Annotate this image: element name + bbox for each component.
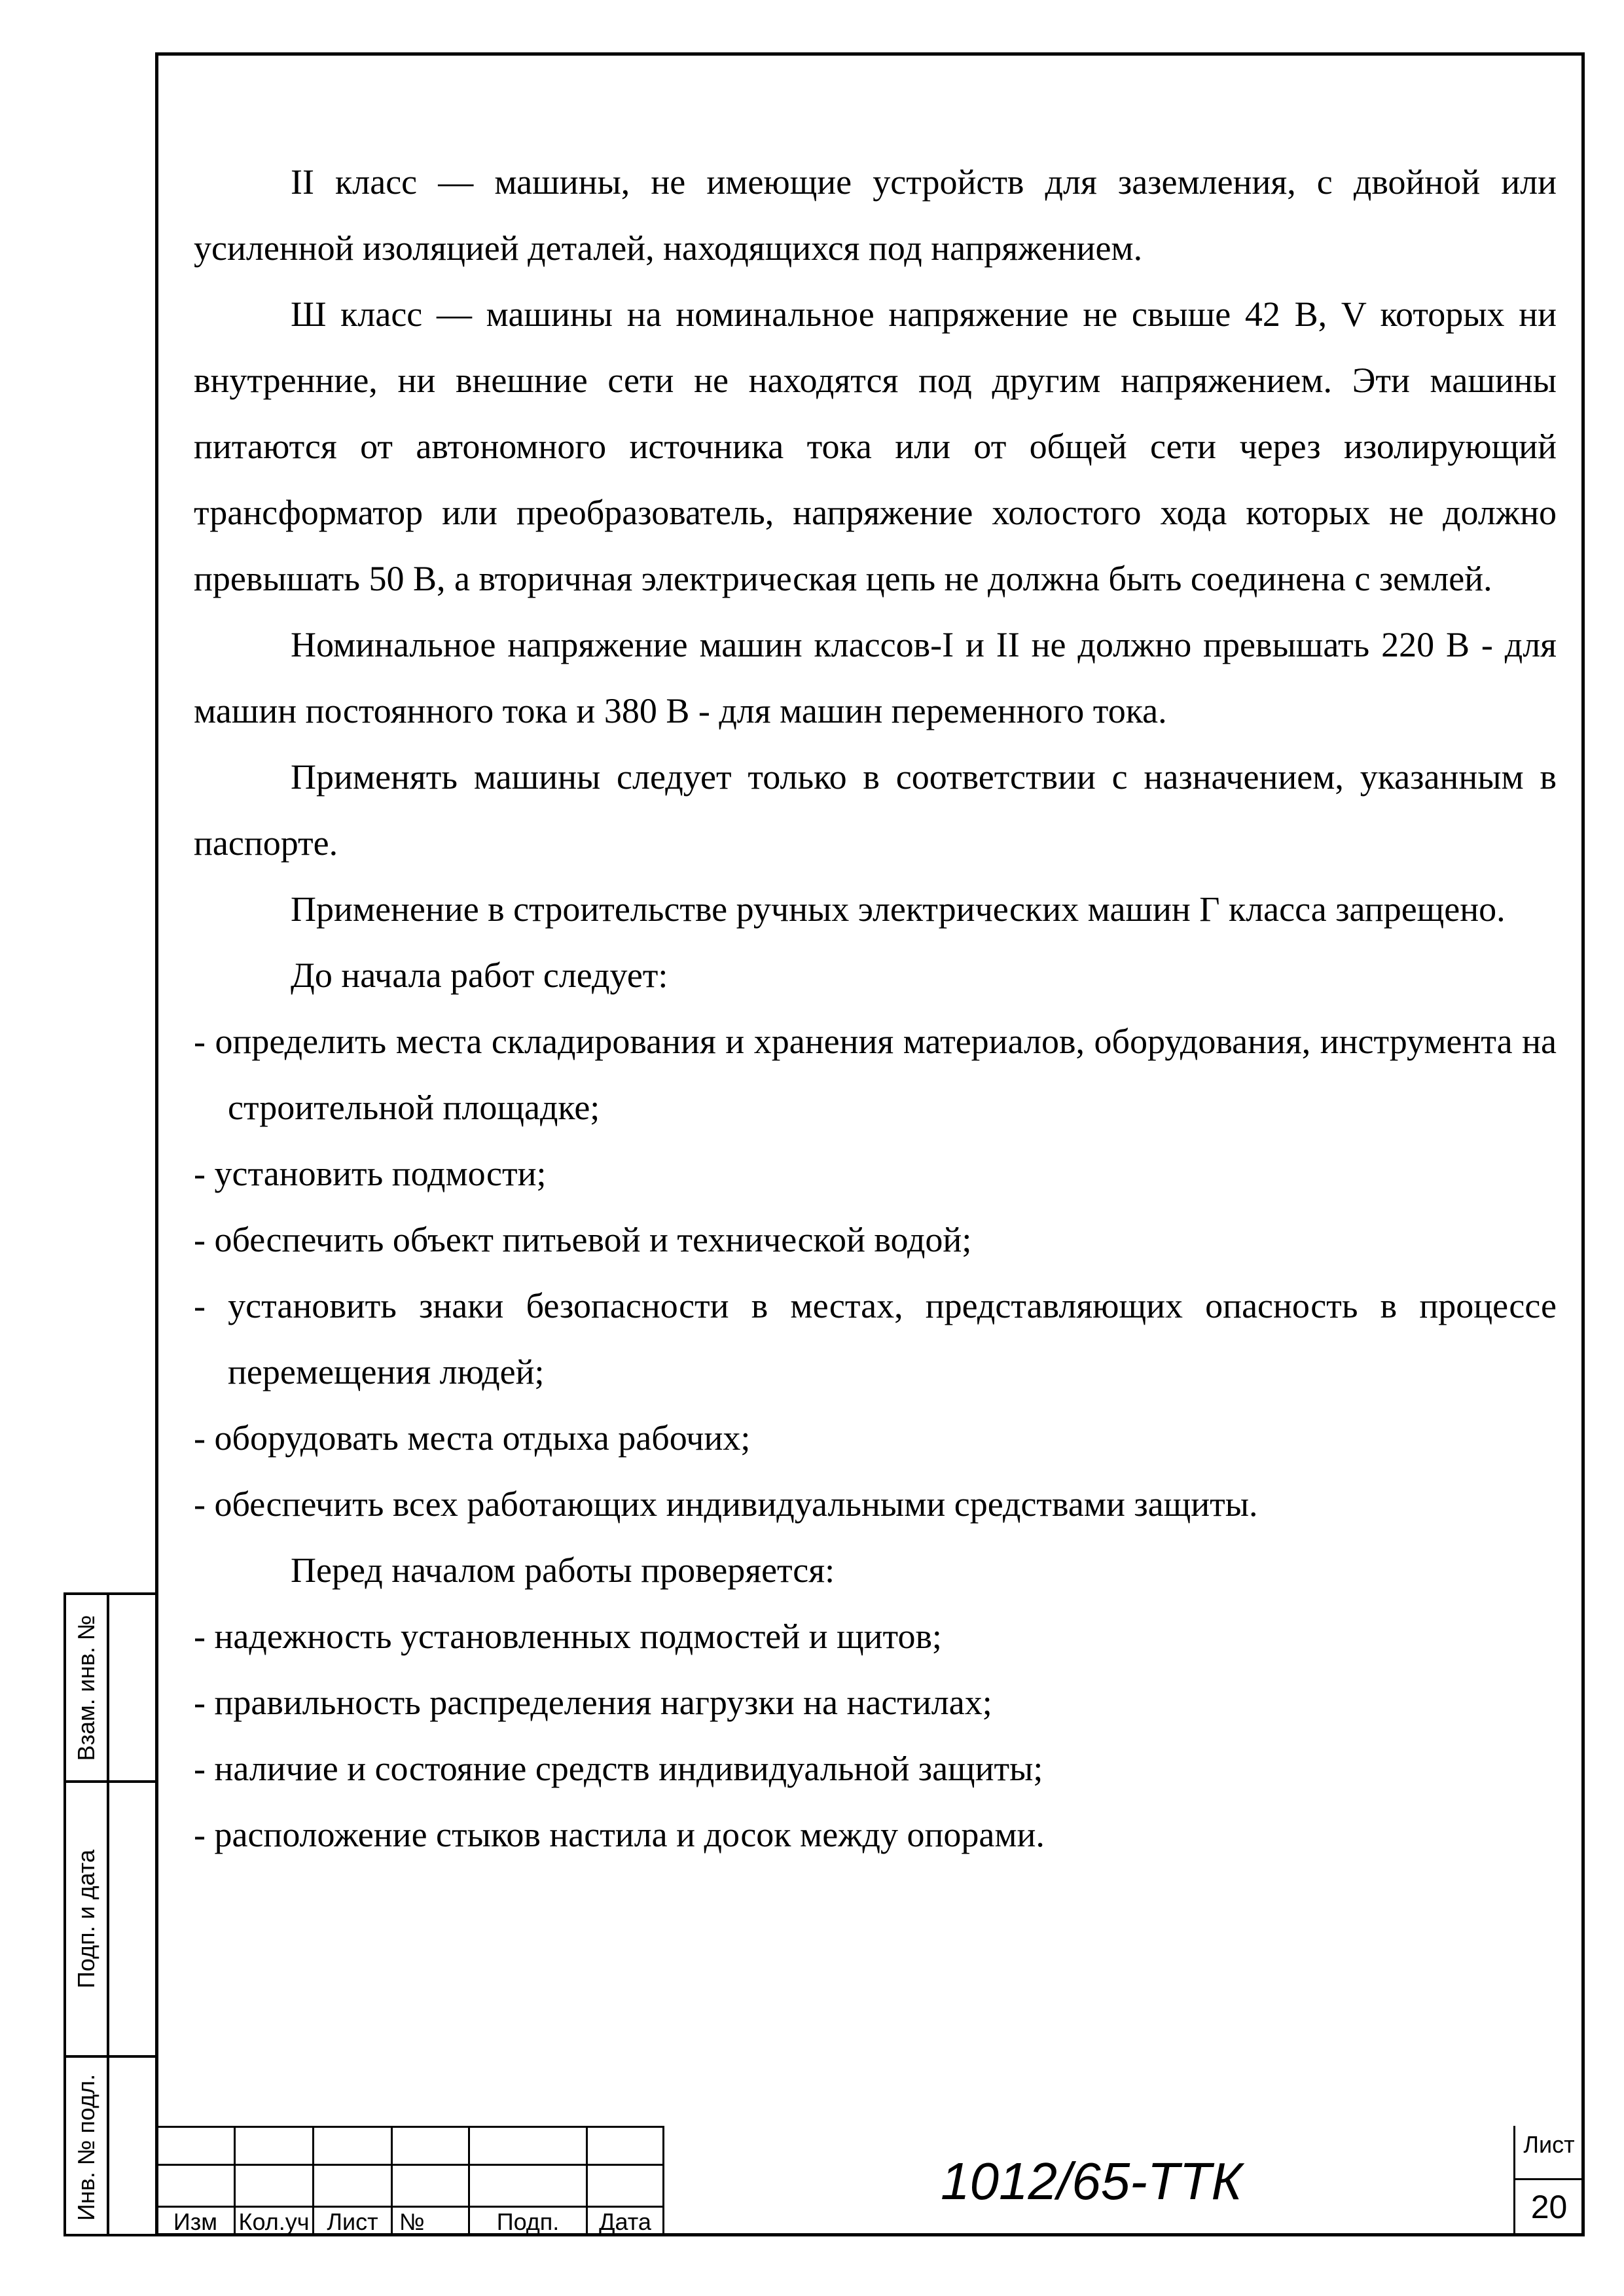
list-item: - определить места складирования и хранения материалов, оборудования, инструмента на строительной площадке;: [194, 1022, 1557, 1127]
document-body: [194, 149, 1557, 1868]
side-label-cell: [66, 1783, 109, 2055]
list-item: - установить знаки безопасности в местах, представляющих опасность в процессе перемещения людей;: [194, 1286, 1557, 1391]
paragraph: Номинальное напряжение машин классов-I и II не должно превышать 220 В - для машин постоянного тока и 380 В - для машин переменного тока.: [194, 625, 1557, 730]
list-item: - обеспечить объект питьевой и технической водой;: [194, 1220, 972, 1259]
inv-podl-label: Инв. № подл.: [73, 2073, 99, 2221]
title-block: [155, 2126, 1585, 2236]
paragraph: Применение в строительстве ручных электрических машин Г класса запрещено.: [291, 889, 1506, 929]
list-item: - установить подмости;: [194, 1154, 547, 1193]
sheet-number: 20: [1530, 2189, 1568, 2225]
list-item: - оборудовать места отдыха рабочих;: [194, 1418, 751, 1458]
col-kol-uch: Кол.уч: [238, 2208, 310, 2235]
paragraph: Ш класс — машины на номинальное напряжение не свыше 42 В, V которых ни внутренние, ни внешние сети не находятся под другим напряжением. Эти машины питаются от автономного источника тока или от общей сети через изолирующий трансформатор или преобразователь, напряжение холостого хода которых не должно превышать 50 В, а вторичная электрическая цепь не должна быть соединена с землей.: [194, 295, 1557, 598]
paragraph: Перед началом работы проверяется:: [291, 1551, 835, 1590]
vzam-inv-label: Взам. инв. №: [73, 1614, 99, 1761]
side-stamp: [63, 1592, 155, 2236]
podp-data-label: Подп. и дата: [73, 1849, 99, 1989]
list-item: - наличие и состояние средств индивидуальной защиты;: [194, 1749, 1043, 1788]
col-number: №: [399, 2208, 425, 2235]
list-item: - надежность установленных подмостей и щитов;: [194, 1617, 942, 1656]
side-label-cell: [66, 2058, 109, 2236]
side-cell-vzam-inv: [66, 1595, 155, 1783]
col-data: Дата: [599, 2208, 651, 2235]
paragraph: II класс — машины, не имеющие устройств для заземления, с двойной или усиленной изоляцией деталей, находящихся под напряжением.: [194, 162, 1557, 268]
col-podp: Подп.: [496, 2208, 560, 2235]
col-izm: Изм: [173, 2208, 218, 2235]
list-item: - правильность распределения нагрузки на настилах;: [194, 1683, 992, 1722]
side-cell-inv-podl: [66, 2058, 155, 2236]
paragraph: До начала работ следует:: [291, 956, 668, 995]
paragraph: Применять машины следует только в соответствии с назначением, указанным в паспорте.: [194, 757, 1557, 863]
list-item: - обеспечить всех работающих индивидуальными средствами защиты.: [194, 1484, 1258, 1524]
sheet-label: Лист: [1523, 2131, 1575, 2158]
list-item: - расположение стыков настила и досок между опорами.: [194, 1815, 1045, 1854]
document-code: 1012/65-ТТК: [941, 2152, 1242, 2210]
side-cell-podp-data: [66, 1783, 155, 2058]
col-list: Лист: [327, 2208, 378, 2235]
side-label-cell: [66, 1595, 109, 1780]
